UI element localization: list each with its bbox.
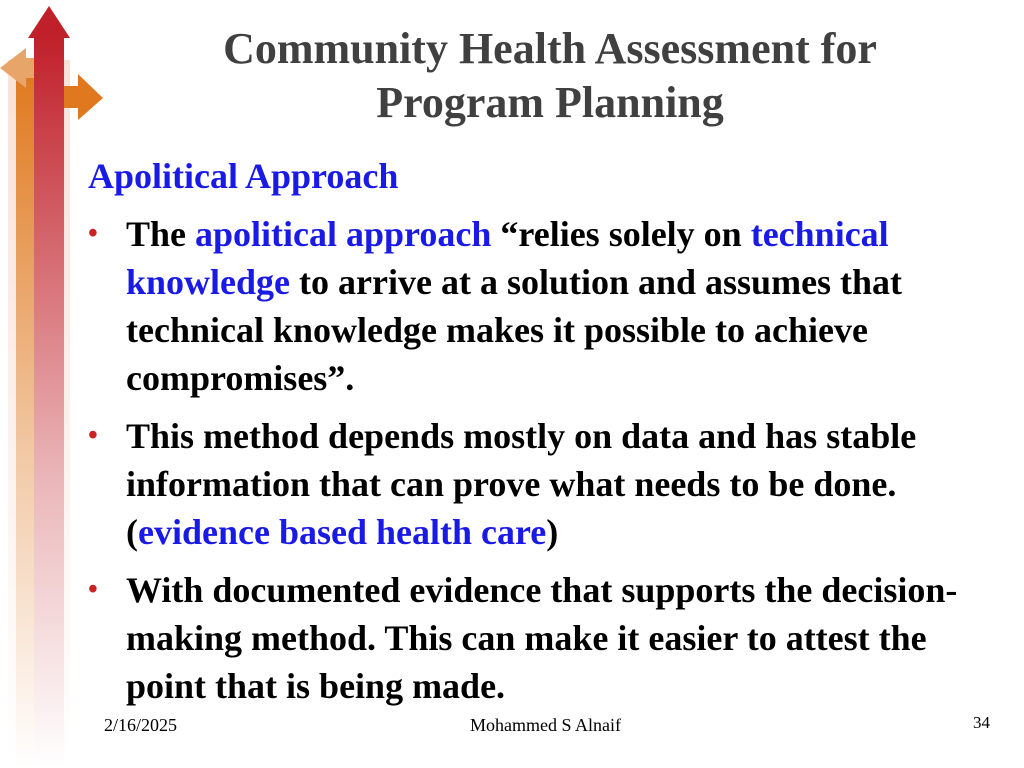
page-number: 34 [973, 713, 990, 732]
title-line-1: Community Health Assessment for [223, 24, 877, 73]
bullet-text: “relies solely on [491, 214, 751, 254]
bullet-text: This method depends mostly on data and has stable information that can prove what needs to be done. ( [126, 416, 917, 552]
bullet-list [88, 210, 968, 720]
bullet-marker: • [88, 420, 98, 451]
footer-author: Mohammed S Alnaif [470, 715, 621, 735]
bullet-text: With documented evidence that supports the decision-making method. This can make it easier to attest the point that is being made. [126, 570, 958, 706]
footer-date: 2/16/2025 [104, 715, 178, 735]
bullet-text: to arrive at a solution and assumes that technical knowledge makes it possible to achieve compromises”. [126, 262, 903, 398]
highlighted-term: technical knowledge [126, 214, 889, 302]
bullet-marker: • [88, 574, 98, 605]
bullet-marker: • [88, 218, 98, 249]
bullet-item [88, 412, 968, 556]
highlighted-term: apolitical approach [195, 214, 492, 254]
bullet-text: ) [546, 512, 559, 552]
bullet-text: The [126, 214, 196, 254]
red-bar [34, 36, 64, 768]
highlighted-term: evidence based health care [138, 512, 547, 552]
section-heading: Apolitical Approach [88, 156, 399, 196]
slide-title [150, 22, 950, 130]
bullet-item [88, 210, 968, 402]
up-arrow-icon [28, 6, 70, 38]
bullet-item [88, 566, 968, 710]
title-line-2: Program Planning [376, 78, 724, 127]
